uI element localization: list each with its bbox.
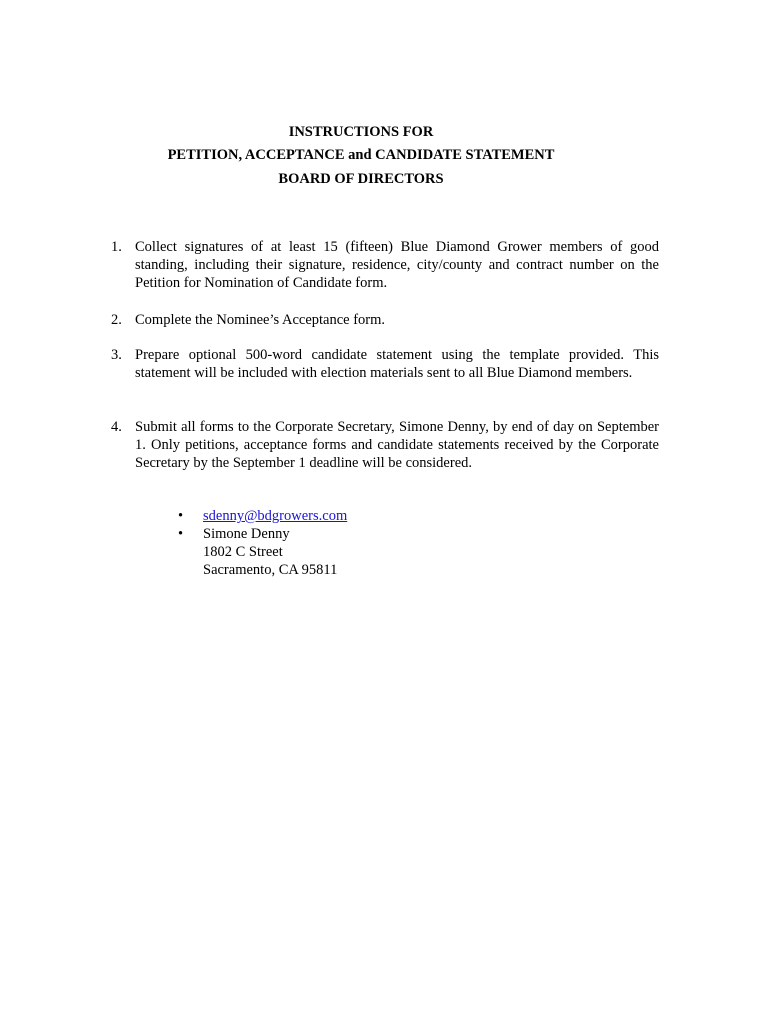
title-line-2: PETITION, ACCEPTANCE and CANDIDATE STATEMENT [167, 147, 555, 163]
email-link[interactable]: sdenny@bdgrowers.com [203, 508, 348, 524]
instruction-item-3 [111, 346, 659, 382]
item-number: 4. [111, 419, 122, 435]
instruction-item-4 [111, 418, 659, 472]
contact-email-item [178, 507, 347, 525]
item-text: Prepare optional 500-word candidate statement using the template provided. This statement will be included with election materials sent to all Blue Diamond members. [135, 347, 659, 381]
contact-name: Simone Denny [203, 526, 290, 542]
contact-list [178, 507, 347, 579]
item-text: Submit all forms to the Corporate Secretary, Simone Denny, by end of day on September 1. Only petitions, acceptance forms and candidate statements received by the Corporate Secretary by the September 1 deadline will be considered. [135, 419, 659, 471]
item-number: 3. [111, 347, 122, 363]
contact-city: Sacramento, CA 95811 [203, 562, 338, 578]
title-line-1: INSTRUCTIONS FOR [288, 124, 434, 140]
item-text: Complete the Nominee’s Acceptance form. [135, 312, 386, 328]
item-number: 2. [111, 312, 122, 328]
bullet-icon: • [178, 508, 184, 524]
instruction-item-1 [111, 238, 659, 292]
instruction-item-2 [111, 311, 659, 329]
item-number: 1. [111, 239, 122, 255]
title-line-3: BOARD OF DIRECTORS [278, 171, 444, 187]
item-text: Collect signatures of at least 15 (fifteen) Blue Diamond Grower members of good standing, including their signature, residence, city/county and contract number on the Petition for Nomination of Candidate form. [135, 239, 659, 291]
contact-street: 1802 C Street [203, 544, 283, 560]
contact-address-item [178, 525, 347, 579]
bullet-icon: • [178, 526, 184, 542]
